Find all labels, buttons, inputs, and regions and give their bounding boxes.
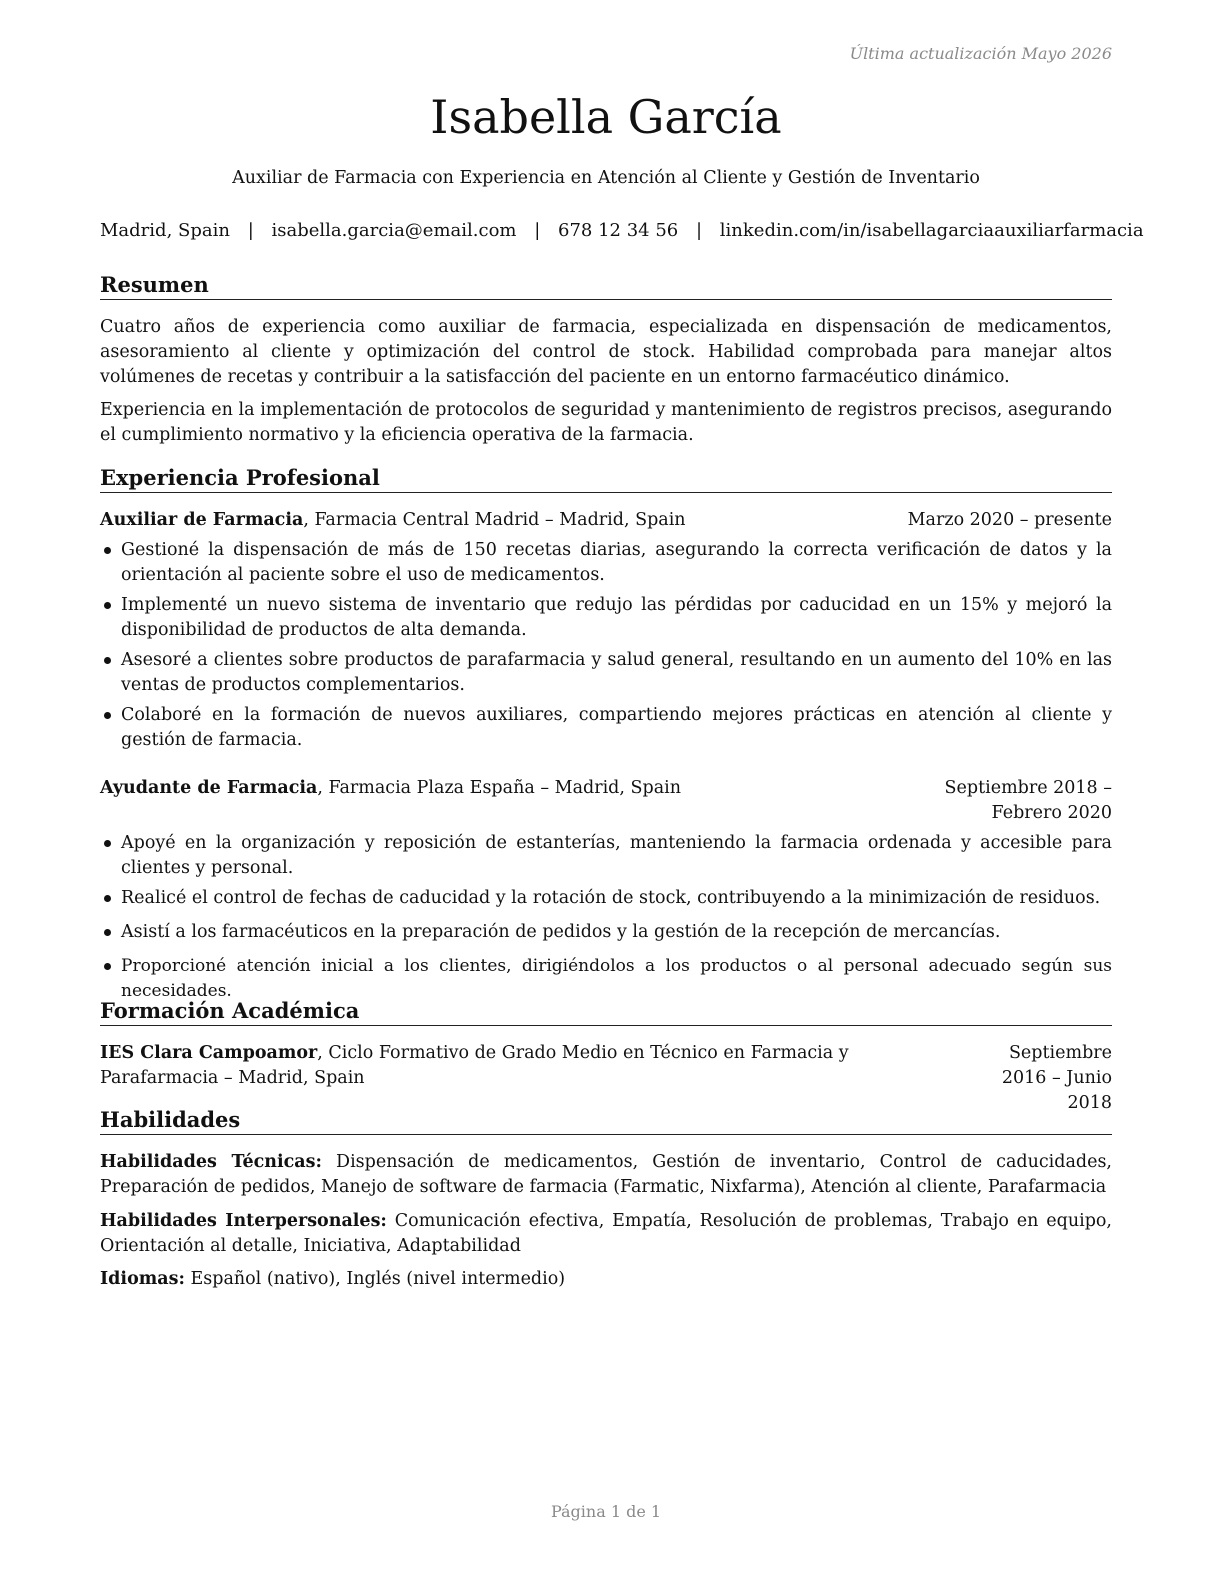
job-header xyxy=(100,508,1112,533)
job-company: , Farmacia Plaza España – Madrid, Spain xyxy=(317,778,681,798)
resume-page xyxy=(100,0,1144,1584)
education-date: Septiembre 2016 – Junio 2018 xyxy=(1001,1043,1112,1113)
job-date: Septiembre 2018 – Febrero 2020 xyxy=(944,778,1112,823)
page-number: Página 1 de 1 xyxy=(550,1502,662,1521)
section-title-experience: Experiencia Profesional xyxy=(100,465,1112,493)
contact-line xyxy=(100,218,1144,244)
summary-paragraph: Experiencia en la implementación de protocolos de seguridad y mantenimiento de registros precisos, asegurando el cumplimiento normativo y la eficiencia operativa de la farmacia. xyxy=(100,400,1112,445)
contact-location: Madrid, Spain xyxy=(100,220,230,241)
section-title-summary: Resumen xyxy=(100,272,1112,300)
contact-separator: | xyxy=(695,220,703,241)
candidate-name: Isabella García xyxy=(430,90,782,144)
contact-linkedin[interactable]: linkedin.com/in/isabellagarciaauxiliarfarmacia xyxy=(719,220,1144,241)
professional-title: Auxiliar de Farmacia con Experiencia en Atención al Cliente y Gestión de Inventario xyxy=(232,168,980,188)
job-role: Auxiliar de Farmacia xyxy=(100,510,304,530)
skill-text: Comunicación efectiva, Empatía, Resolución de problemas, Trabajo en equipo, Orientación al detalle, Iniciativa, Adaptabilidad xyxy=(100,1211,1112,1256)
section-title-skills: Habilidades xyxy=(100,1107,1112,1135)
list-item: Realicé el control de fechas de caducidad y la rotación de stock, contribuyendo a la minimización de residuos. xyxy=(100,886,1112,911)
list-item: Apoyé en la organización y reposición de estanterías, manteniendo la farmacia ordenada y accesible para clientes y personal. xyxy=(100,831,1112,881)
section-title-education: Formación Académica xyxy=(100,998,1112,1026)
summary-block xyxy=(100,315,1112,448)
education-school: IES Clara Campoamor xyxy=(100,1043,318,1063)
last-updated: Última actualización Mayo 2026 xyxy=(849,44,1112,63)
job-bullets xyxy=(100,538,1112,753)
contact-email[interactable]: isabella.garcia@email.com xyxy=(271,220,517,241)
education-entry xyxy=(100,1041,878,1091)
job-header xyxy=(100,776,1112,823)
skill-label: Habilidades Interpersonales: xyxy=(100,1211,387,1231)
job-bullets xyxy=(100,831,1112,1004)
skill-text: Español (nativo), Inglés (nivel intermedio) xyxy=(184,1269,566,1289)
job-role: Ayudante de Farmacia xyxy=(100,778,318,798)
education-detail: , Ciclo Formativo de Grado Medio en Técnico en Farmacia y Parafarmacia – Madrid, Spain xyxy=(100,1043,849,1088)
job-company: , Farmacia Central Madrid – Madrid, Spain xyxy=(303,510,686,530)
job-date: Marzo 2020 – presente xyxy=(907,510,1112,530)
list-item: Implementé un nuevo sistema de inventario que redujo las pérdidas por caducidad en un 15% y mejoró la disponibilidad de productos de alta demanda. xyxy=(100,593,1112,643)
skill-group xyxy=(100,1267,1112,1292)
list-item: Colaboré en la formación de nuevos auxiliares, compartiendo mejores prácticas en atención al cliente y gestión de farmacia. xyxy=(100,703,1112,753)
contact-phone: 678 12 34 56 xyxy=(558,220,679,241)
skill-label: Habilidades Técnicas: xyxy=(100,1152,322,1172)
list-item: Proporcioné atención inicial a los clientes, dirigiéndolos a los productos o al personal adecuado según sus necesidades. xyxy=(100,954,1112,1004)
contact-separator: | xyxy=(534,220,541,241)
list-item: Gestioné la dispensación de más de 150 recetas diarias, asegurando la correcta verificación de datos y la orientación al paciente sobre el uso de medicamentos. xyxy=(100,538,1112,588)
summary-paragraph: Cuatro años de experiencia como auxiliar de farmacia, especializada en dispensación de medicamentos, asesoramiento al cliente y optimización del control de stock. Habilidad comprobada para manejar altos volúmenes de recetas y contribuir a la satisfacción del paciente en un entorno farmacéutico dinámico. xyxy=(100,317,1112,387)
skill-group xyxy=(100,1209,1112,1259)
skill-label: Idiomas: xyxy=(100,1269,185,1289)
contact-separator: | xyxy=(247,220,254,241)
skill-group xyxy=(100,1150,1112,1200)
skill-text: Dispensación de medicamentos, Gestión de inventario, Control de caducidades, Preparación de pedidos, Manejo de software de farmacia (Farmatic, Nixfarma), Atención al cliente, Parafarmacia xyxy=(100,1152,1112,1197)
list-item: Asistí a los farmacéuticos en la preparación de pedidos y la gestión de la recepción de mercancías. xyxy=(100,920,1112,945)
list-item: Asesoré a clientes sobre productos de parafarmacia y salud general, resultando en un aumento del 10% en las ventas de productos complementarios. xyxy=(100,648,1112,698)
